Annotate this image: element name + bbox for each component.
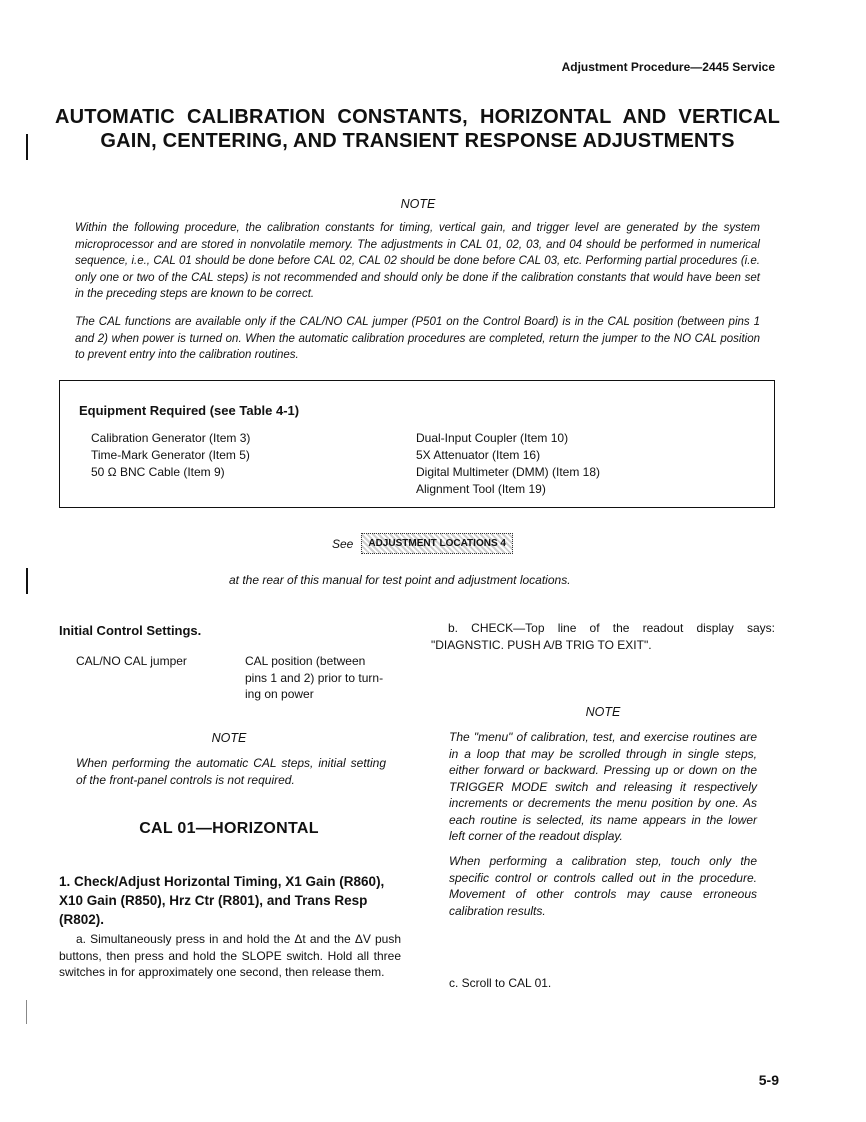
note-heading: NOTE (211, 731, 247, 745)
step-c-text: c. Scroll to CAL 01. (449, 976, 552, 990)
equipment-item: Time-Mark Generator (Item 5) (91, 448, 250, 462)
note-paragraph: The "menu" of calibration, test, and exercise routines are in a loop that may be scrolled through in single steps, either forward or backward. Pressing up or down on the TRIGGER MODE switch and releasing it respectively increments or decrements the menu position by one. As each routine is selected, its name appears in the lower left corner of the readout display. (449, 730, 757, 843)
equipment-list-left (91, 430, 250, 481)
step1-heading: 1. Check/Adjust Horizontal Timing, X1 Gain (R860), X10 Gain (R850), Hrz Ctr (R801), and Trans Resp (R802). (59, 874, 385, 927)
control-name: CAL/NO CAL jumper (76, 654, 187, 668)
initial-settings-heading: Initial Control Settings. (59, 623, 202, 638)
note-heading: NOTE (400, 197, 436, 211)
step-b-text: b. CHECK—Top line of the readout display says: "DIAGNSTIC. PUSH A/B TRIG TO EXIT". (431, 621, 775, 652)
control-setting (245, 653, 415, 703)
control-setting-line: ing on power (245, 687, 314, 701)
section-title-line-2: GAIN, CENTERING, AND TRANSIENT RESPONSE ADJUSTMENTS (100, 130, 735, 152)
change-bar (26, 568, 28, 594)
equipment-title: Equipment Required (see Table 4-1) (79, 403, 300, 418)
equipment-list-right (416, 430, 600, 498)
section-title-line-1: AUTOMATIC CALIBRATION CONSTANTS, HORIZONTAL AND VERTICAL (55, 106, 780, 128)
see-reference-suffix: at the rear of this manual for test point and adjustment locations. (229, 573, 571, 587)
section-title (55, 105, 780, 153)
adjustment-locations-stamp: ADJUSTMENT LOCATIONS 4 (361, 533, 513, 554)
equipment-item: Calibration Generator (Item 3) (91, 431, 251, 445)
note-heading: NOTE (585, 705, 621, 719)
step-a-text: a. Simultaneously press in and hold the Δt and the ΔV push buttons, then press and hold the SLOPE switch. Hold all three switches in for approximately one second, then release them. (59, 932, 401, 979)
control-setting-line: pins 1 and 2) prior to turn- (245, 670, 384, 685)
equipment-required-box (59, 380, 775, 508)
see-reference (332, 533, 513, 554)
equipment-item: 5X Attenuator (Item 16) (416, 448, 541, 462)
change-bar (26, 134, 28, 160)
running-header: Adjustment Procedure—2445 Service (561, 60, 775, 74)
see-prefix: See (332, 536, 354, 551)
note-paragraph: When performing the automatic CAL steps, initial setting of the front-panel controls is not required. (76, 756, 386, 787)
note-paragraph: The CAL functions are available only if the CAL/NO CAL jumper (P501 on the Control Board) is in the CAL position (between pins 1 and 2) when power is turned on. When the automatic calibration procedures are completed, return the jumper to the NO CAL position to prevent entry into the calibration routines. (75, 316, 760, 361)
note-paragraph: Within the following procedure, the calibration constants for timing, vertical gain, and trigger level are generated by the system microprocessor and are stored in nonvolatile memory. The adjustments in CAL 01, 02, 03, and 04 should be performed in numerical sequence, i.e., CAL 01 should be done before CAL 02, CAL 02 should be done before CAL 03, etc. Performing partial procedures (i.e. only one or two of the CAL steps) is not recommended and should only be done if the calibration constants that would have been set in the preceding steps are known to be correct. (75, 222, 760, 300)
change-bar (26, 1000, 27, 1024)
equipment-item: Alignment Tool (Item 19) (416, 482, 546, 496)
page-number: 5-9 (758, 1072, 779, 1088)
equipment-item: Dual-Input Coupler (Item 10) (416, 431, 569, 445)
cal01-heading: CAL 01—HORIZONTAL (139, 820, 319, 837)
equipment-item: Digital Multimeter (DMM) (Item 18) (416, 465, 601, 479)
note-paragraph: When performing a calibration step, touch only the specific control or controls called out in the procedure. Movement of other controls may cause erroneous calibration results. (449, 854, 757, 918)
control-setting-line: CAL position (between (245, 654, 366, 668)
equipment-item: 50 Ω BNC Cable (Item 9) (91, 465, 225, 479)
